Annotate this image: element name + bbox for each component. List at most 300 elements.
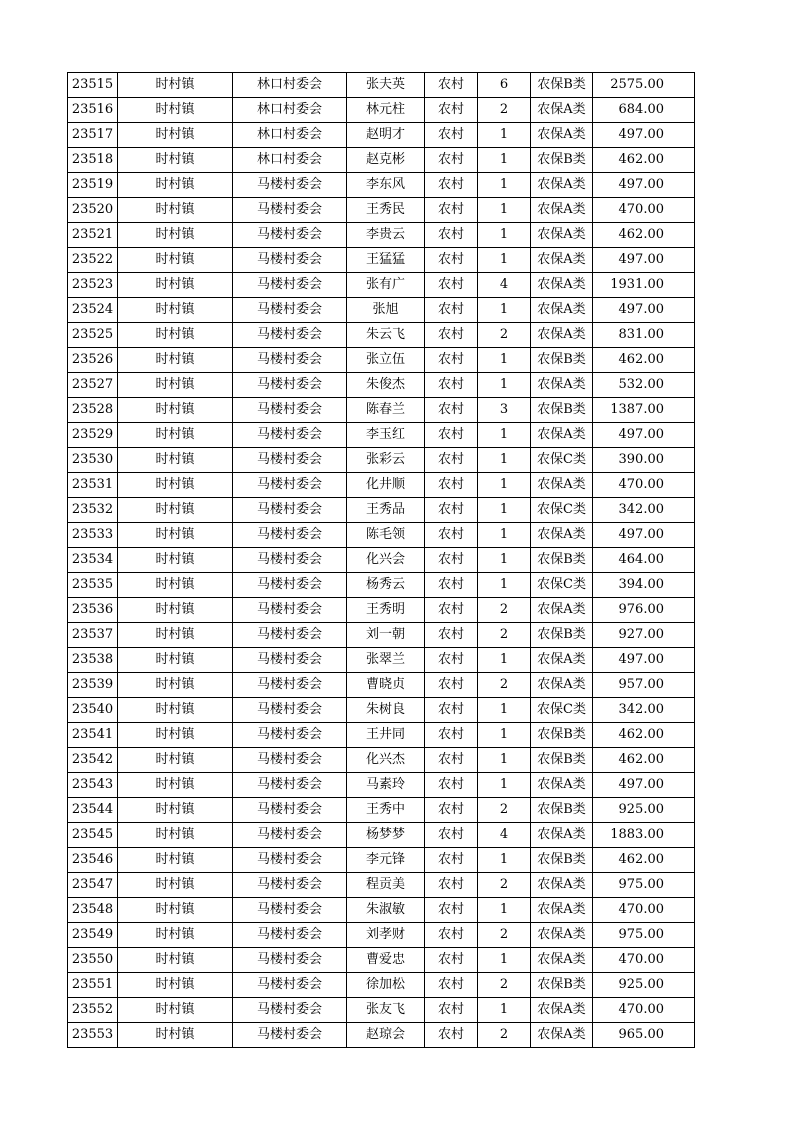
village-committee-cell: 马楼村委会: [233, 523, 347, 548]
record-id-cell: 23532: [68, 498, 118, 523]
household-type-cell: 农村: [425, 673, 478, 698]
village-committee-cell: 马楼村委会: [233, 723, 347, 748]
person-name-cell: 朱云飞: [347, 323, 425, 348]
village-committee-cell: 马楼村委会: [233, 648, 347, 673]
amount-cell: 462.00: [593, 723, 695, 748]
insurance-category-cell: 农保A类: [531, 998, 593, 1023]
member-count-cell: 2: [478, 798, 531, 823]
household-type-cell: 农村: [425, 298, 478, 323]
table-row: [68, 773, 695, 798]
household-type-cell: 农村: [425, 323, 478, 348]
town-cell: 时村镇: [118, 148, 233, 173]
record-id-cell: 23519: [68, 173, 118, 198]
town-cell: 时村镇: [118, 698, 233, 723]
amount-cell: 497.00: [593, 173, 695, 198]
village-committee-cell: 马楼村委会: [233, 623, 347, 648]
amount-cell: 462.00: [593, 148, 695, 173]
insurance-category-cell: 农保A类: [531, 873, 593, 898]
household-type-cell: 农村: [425, 873, 478, 898]
village-committee-cell: 马楼村委会: [233, 948, 347, 973]
town-cell: 时村镇: [118, 623, 233, 648]
town-cell: 时村镇: [118, 248, 233, 273]
town-cell: 时村镇: [118, 423, 233, 448]
town-cell: 时村镇: [118, 748, 233, 773]
member-count-cell: 1: [478, 148, 531, 173]
household-type-cell: 农村: [425, 248, 478, 273]
town-cell: 时村镇: [118, 898, 233, 923]
person-name-cell: 赵明才: [347, 123, 425, 148]
person-name-cell: 王秀中: [347, 798, 425, 823]
village-committee-cell: 马楼村委会: [233, 198, 347, 223]
record-id-cell: 23550: [68, 948, 118, 973]
record-id-cell: 23542: [68, 748, 118, 773]
record-id-cell: 23537: [68, 623, 118, 648]
household-type-cell: 农村: [425, 698, 478, 723]
table-row: [68, 523, 695, 548]
member-count-cell: 4: [478, 823, 531, 848]
record-id-cell: 23538: [68, 648, 118, 673]
amount-cell: 975.00: [593, 873, 695, 898]
village-committee-cell: 马楼村委会: [233, 398, 347, 423]
person-name-cell: 陈毛领: [347, 523, 425, 548]
town-cell: 时村镇: [118, 573, 233, 598]
insurance-category-cell: 农保B类: [531, 623, 593, 648]
member-count-cell: 1: [478, 573, 531, 598]
household-type-cell: 农村: [425, 598, 478, 623]
household-type-cell: 农村: [425, 573, 478, 598]
table-row: [68, 973, 695, 998]
person-name-cell: 张友飞: [347, 998, 425, 1023]
insurance-category-cell: 农保A类: [531, 1023, 593, 1048]
record-id-cell: 23531: [68, 473, 118, 498]
amount-cell: 831.00: [593, 323, 695, 348]
member-count-cell: 2: [478, 973, 531, 998]
table-row: [68, 273, 695, 298]
record-id-cell: 23521: [68, 223, 118, 248]
table-row: [68, 298, 695, 323]
table-row: [68, 498, 695, 523]
village-committee-cell: 马楼村委会: [233, 448, 347, 473]
town-cell: 时村镇: [118, 373, 233, 398]
record-id-cell: 23522: [68, 248, 118, 273]
amount-cell: 2575.00: [593, 73, 695, 98]
table-row: [68, 223, 695, 248]
village-committee-cell: 马楼村委会: [233, 348, 347, 373]
person-name-cell: 赵克彬: [347, 148, 425, 173]
village-committee-cell: 林口村委会: [233, 73, 347, 98]
member-count-cell: 1: [478, 173, 531, 198]
amount-cell: 342.00: [593, 498, 695, 523]
person-name-cell: 陈春兰: [347, 398, 425, 423]
amount-cell: 462.00: [593, 848, 695, 873]
person-name-cell: 张旭: [347, 298, 425, 323]
amount-cell: 462.00: [593, 223, 695, 248]
table-row: [68, 948, 695, 973]
household-type-cell: 农村: [425, 973, 478, 998]
insurance-category-cell: 农保A类: [531, 323, 593, 348]
town-cell: 时村镇: [118, 73, 233, 98]
household-type-cell: 农村: [425, 523, 478, 548]
person-name-cell: 王秀品: [347, 498, 425, 523]
town-cell: 时村镇: [118, 223, 233, 248]
village-committee-cell: 马楼村委会: [233, 323, 347, 348]
record-id-cell: 23540: [68, 698, 118, 723]
village-committee-cell: 马楼村委会: [233, 498, 347, 523]
amount-cell: 470.00: [593, 198, 695, 223]
town-cell: 时村镇: [118, 498, 233, 523]
village-committee-cell: 马楼村委会: [233, 773, 347, 798]
person-name-cell: 化井顺: [347, 473, 425, 498]
record-id-cell: 23548: [68, 898, 118, 923]
record-id-cell: 23517: [68, 123, 118, 148]
record-id-cell: 23527: [68, 373, 118, 398]
person-name-cell: 李玉红: [347, 423, 425, 448]
record-id-cell: 23526: [68, 348, 118, 373]
table-row: [68, 73, 695, 98]
village-committee-cell: 马楼村委会: [233, 823, 347, 848]
town-cell: 时村镇: [118, 798, 233, 823]
record-id-cell: 23551: [68, 973, 118, 998]
household-type-cell: 农村: [425, 473, 478, 498]
record-id-cell: 23518: [68, 148, 118, 173]
town-cell: 时村镇: [118, 973, 233, 998]
village-committee-cell: 马楼村委会: [233, 548, 347, 573]
table-row: [68, 598, 695, 623]
household-type-cell: 农村: [425, 348, 478, 373]
member-count-cell: 1: [478, 373, 531, 398]
household-type-cell: 农村: [425, 223, 478, 248]
table-row: [68, 1023, 695, 1048]
village-committee-cell: 马楼村委会: [233, 898, 347, 923]
person-name-cell: 杨秀云: [347, 573, 425, 598]
insurance-category-cell: 农保A类: [531, 273, 593, 298]
amount-cell: 1931.00: [593, 273, 695, 298]
table-row: [68, 723, 695, 748]
town-cell: 时村镇: [118, 273, 233, 298]
table-row: [68, 823, 695, 848]
village-committee-cell: 马楼村委会: [233, 473, 347, 498]
table-row: [68, 123, 695, 148]
insurance-category-cell: 农保C类: [531, 448, 593, 473]
village-committee-cell: 林口村委会: [233, 123, 347, 148]
amount-cell: 470.00: [593, 948, 695, 973]
member-count-cell: 1: [478, 473, 531, 498]
insurance-category-cell: 农保A类: [531, 598, 593, 623]
relief-roster-table: [67, 72, 695, 1048]
member-count-cell: 2: [478, 673, 531, 698]
town-cell: 时村镇: [118, 598, 233, 623]
household-type-cell: 农村: [425, 273, 478, 298]
amount-cell: 925.00: [593, 973, 695, 998]
amount-cell: 470.00: [593, 998, 695, 1023]
village-committee-cell: 马楼村委会: [233, 798, 347, 823]
record-id-cell: 23528: [68, 398, 118, 423]
person-name-cell: 赵琼会: [347, 1023, 425, 1048]
amount-cell: 470.00: [593, 898, 695, 923]
member-count-cell: 2: [478, 323, 531, 348]
village-committee-cell: 马楼村委会: [233, 1023, 347, 1048]
amount-cell: 462.00: [593, 748, 695, 773]
member-count-cell: 2: [478, 1023, 531, 1048]
amount-cell: 684.00: [593, 98, 695, 123]
table-row: [68, 998, 695, 1023]
household-type-cell: 农村: [425, 823, 478, 848]
insurance-category-cell: 农保B类: [531, 73, 593, 98]
village-committee-cell: 马楼村委会: [233, 973, 347, 998]
household-type-cell: 农村: [425, 123, 478, 148]
household-type-cell: 农村: [425, 1023, 478, 1048]
table-row: [68, 798, 695, 823]
person-name-cell: 张彩云: [347, 448, 425, 473]
insurance-category-cell: 农保A类: [531, 198, 593, 223]
member-count-cell: 1: [478, 998, 531, 1023]
member-count-cell: 1: [478, 548, 531, 573]
person-name-cell: 林元柱: [347, 98, 425, 123]
town-cell: 时村镇: [118, 123, 233, 148]
person-name-cell: 程贡美: [347, 873, 425, 898]
person-name-cell: 杨梦梦: [347, 823, 425, 848]
town-cell: 时村镇: [118, 398, 233, 423]
record-id-cell: 23544: [68, 798, 118, 823]
village-committee-cell: 马楼村委会: [233, 373, 347, 398]
household-type-cell: 农村: [425, 423, 478, 448]
village-committee-cell: 马楼村委会: [233, 748, 347, 773]
person-name-cell: 曹晓贞: [347, 673, 425, 698]
village-committee-cell: 马楼村委会: [233, 298, 347, 323]
insurance-category-cell: 农保A类: [531, 298, 593, 323]
amount-cell: 1883.00: [593, 823, 695, 848]
household-type-cell: 农村: [425, 898, 478, 923]
member-count-cell: 1: [478, 748, 531, 773]
table-row: [68, 398, 695, 423]
insurance-category-cell: 农保B类: [531, 348, 593, 373]
household-type-cell: 农村: [425, 648, 478, 673]
person-name-cell: 朱树良: [347, 698, 425, 723]
household-type-cell: 农村: [425, 798, 478, 823]
insurance-category-cell: 农保A类: [531, 523, 593, 548]
town-cell: 时村镇: [118, 348, 233, 373]
village-committee-cell: 马楼村委会: [233, 423, 347, 448]
insurance-category-cell: 农保C类: [531, 498, 593, 523]
table-row: [68, 673, 695, 698]
record-id-cell: 23545: [68, 823, 118, 848]
insurance-category-cell: 农保B类: [531, 148, 593, 173]
member-count-cell: 1: [478, 648, 531, 673]
amount-cell: 532.00: [593, 373, 695, 398]
insurance-category-cell: 农保B类: [531, 398, 593, 423]
household-type-cell: 农村: [425, 98, 478, 123]
person-name-cell: 朱淑敏: [347, 898, 425, 923]
amount-cell: 497.00: [593, 648, 695, 673]
household-type-cell: 农村: [425, 848, 478, 873]
table-row: [68, 573, 695, 598]
town-cell: 时村镇: [118, 448, 233, 473]
household-type-cell: 农村: [425, 998, 478, 1023]
village-committee-cell: 马楼村委会: [233, 698, 347, 723]
amount-cell: 497.00: [593, 423, 695, 448]
member-count-cell: 1: [478, 448, 531, 473]
town-cell: 时村镇: [118, 948, 233, 973]
town-cell: 时村镇: [118, 823, 233, 848]
household-type-cell: 农村: [425, 373, 478, 398]
insurance-category-cell: 农保A类: [531, 773, 593, 798]
amount-cell: 925.00: [593, 798, 695, 823]
amount-cell: 462.00: [593, 348, 695, 373]
record-id-cell: 23520: [68, 198, 118, 223]
member-count-cell: 1: [478, 198, 531, 223]
person-name-cell: 化兴会: [347, 548, 425, 573]
member-count-cell: 1: [478, 523, 531, 548]
table-row: [68, 198, 695, 223]
insurance-category-cell: 农保B类: [531, 798, 593, 823]
table-row: [68, 323, 695, 348]
insurance-category-cell: 农保A类: [531, 898, 593, 923]
village-committee-cell: 马楼村委会: [233, 248, 347, 273]
insurance-category-cell: 农保B类: [531, 748, 593, 773]
town-cell: 时村镇: [118, 473, 233, 498]
village-committee-cell: 马楼村委会: [233, 673, 347, 698]
town-cell: 时村镇: [118, 723, 233, 748]
town-cell: 时村镇: [118, 323, 233, 348]
person-name-cell: 张有广: [347, 273, 425, 298]
village-committee-cell: 马楼村委会: [233, 223, 347, 248]
amount-cell: 976.00: [593, 598, 695, 623]
member-count-cell: 4: [478, 273, 531, 298]
member-count-cell: 2: [478, 873, 531, 898]
table-row: [68, 548, 695, 573]
person-name-cell: 李贵云: [347, 223, 425, 248]
member-count-cell: 2: [478, 923, 531, 948]
table-row: [68, 748, 695, 773]
member-count-cell: 1: [478, 848, 531, 873]
member-count-cell: 1: [478, 248, 531, 273]
member-count-cell: 2: [478, 623, 531, 648]
household-type-cell: 农村: [425, 773, 478, 798]
person-name-cell: 马素玲: [347, 773, 425, 798]
amount-cell: 497.00: [593, 123, 695, 148]
member-count-cell: 1: [478, 223, 531, 248]
household-type-cell: 农村: [425, 73, 478, 98]
member-count-cell: 1: [478, 298, 531, 323]
insurance-category-cell: 农保B类: [531, 848, 593, 873]
table-row: [68, 98, 695, 123]
household-type-cell: 农村: [425, 148, 478, 173]
record-id-cell: 23535: [68, 573, 118, 598]
household-type-cell: 农村: [425, 723, 478, 748]
amount-cell: 1387.00: [593, 398, 695, 423]
record-id-cell: 23525: [68, 323, 118, 348]
person-name-cell: 李元锋: [347, 848, 425, 873]
member-count-cell: 1: [478, 348, 531, 373]
table-row: [68, 623, 695, 648]
amount-cell: 965.00: [593, 1023, 695, 1048]
table-row: [68, 873, 695, 898]
town-cell: 时村镇: [118, 773, 233, 798]
amount-cell: 464.00: [593, 548, 695, 573]
household-type-cell: 农村: [425, 198, 478, 223]
town-cell: 时村镇: [118, 873, 233, 898]
record-id-cell: 23534: [68, 548, 118, 573]
record-id-cell: 23543: [68, 773, 118, 798]
village-committee-cell: 林口村委会: [233, 148, 347, 173]
amount-cell: 394.00: [593, 573, 695, 598]
amount-cell: 975.00: [593, 923, 695, 948]
record-id-cell: 23546: [68, 848, 118, 873]
person-name-cell: 王井同: [347, 723, 425, 748]
town-cell: 时村镇: [118, 998, 233, 1023]
amount-cell: 957.00: [593, 673, 695, 698]
village-committee-cell: 马楼村委会: [233, 273, 347, 298]
table-row: [68, 423, 695, 448]
record-id-cell: 23529: [68, 423, 118, 448]
insurance-category-cell: 农保A类: [531, 648, 593, 673]
person-name-cell: 王猛猛: [347, 248, 425, 273]
table-row: [68, 173, 695, 198]
person-name-cell: 李东风: [347, 173, 425, 198]
person-name-cell: 刘一朝: [347, 623, 425, 648]
record-id-cell: 23547: [68, 873, 118, 898]
table-row: [68, 373, 695, 398]
amount-cell: 927.00: [593, 623, 695, 648]
record-id-cell: 23552: [68, 998, 118, 1023]
village-committee-cell: 马楼村委会: [233, 848, 347, 873]
record-id-cell: 23523: [68, 273, 118, 298]
household-type-cell: 农村: [425, 498, 478, 523]
insurance-category-cell: 农保B类: [531, 973, 593, 998]
town-cell: 时村镇: [118, 548, 233, 573]
household-type-cell: 农村: [425, 623, 478, 648]
town-cell: 时村镇: [118, 198, 233, 223]
member-count-cell: 3: [478, 398, 531, 423]
insurance-category-cell: 农保C类: [531, 698, 593, 723]
amount-cell: 470.00: [593, 473, 695, 498]
person-name-cell: 曹爱忠: [347, 948, 425, 973]
person-name-cell: 张翠兰: [347, 648, 425, 673]
insurance-category-cell: 农保B类: [531, 723, 593, 748]
table-row: [68, 648, 695, 673]
household-type-cell: 农村: [425, 173, 478, 198]
amount-cell: 497.00: [593, 248, 695, 273]
village-committee-cell: 马楼村委会: [233, 598, 347, 623]
insurance-category-cell: 农保A类: [531, 98, 593, 123]
table-row: [68, 348, 695, 373]
town-cell: 时村镇: [118, 1023, 233, 1048]
table-row: [68, 848, 695, 873]
person-name-cell: 朱俊杰: [347, 373, 425, 398]
member-count-cell: 1: [478, 898, 531, 923]
household-type-cell: 农村: [425, 923, 478, 948]
town-cell: 时村镇: [118, 523, 233, 548]
household-type-cell: 农村: [425, 448, 478, 473]
amount-cell: 497.00: [593, 523, 695, 548]
insurance-category-cell: 农保A类: [531, 823, 593, 848]
member-count-cell: 1: [478, 423, 531, 448]
member-count-cell: 1: [478, 123, 531, 148]
insurance-category-cell: 农保A类: [531, 373, 593, 398]
record-id-cell: 23536: [68, 598, 118, 623]
record-id-cell: 23539: [68, 673, 118, 698]
table-row: [68, 898, 695, 923]
household-type-cell: 农村: [425, 548, 478, 573]
record-id-cell: 23530: [68, 448, 118, 473]
town-cell: 时村镇: [118, 98, 233, 123]
insurance-category-cell: 农保A类: [531, 673, 593, 698]
member-count-cell: 6: [478, 73, 531, 98]
person-name-cell: 徐加松: [347, 973, 425, 998]
record-id-cell: 23524: [68, 298, 118, 323]
village-committee-cell: 马楼村委会: [233, 923, 347, 948]
person-name-cell: 张夫英: [347, 73, 425, 98]
